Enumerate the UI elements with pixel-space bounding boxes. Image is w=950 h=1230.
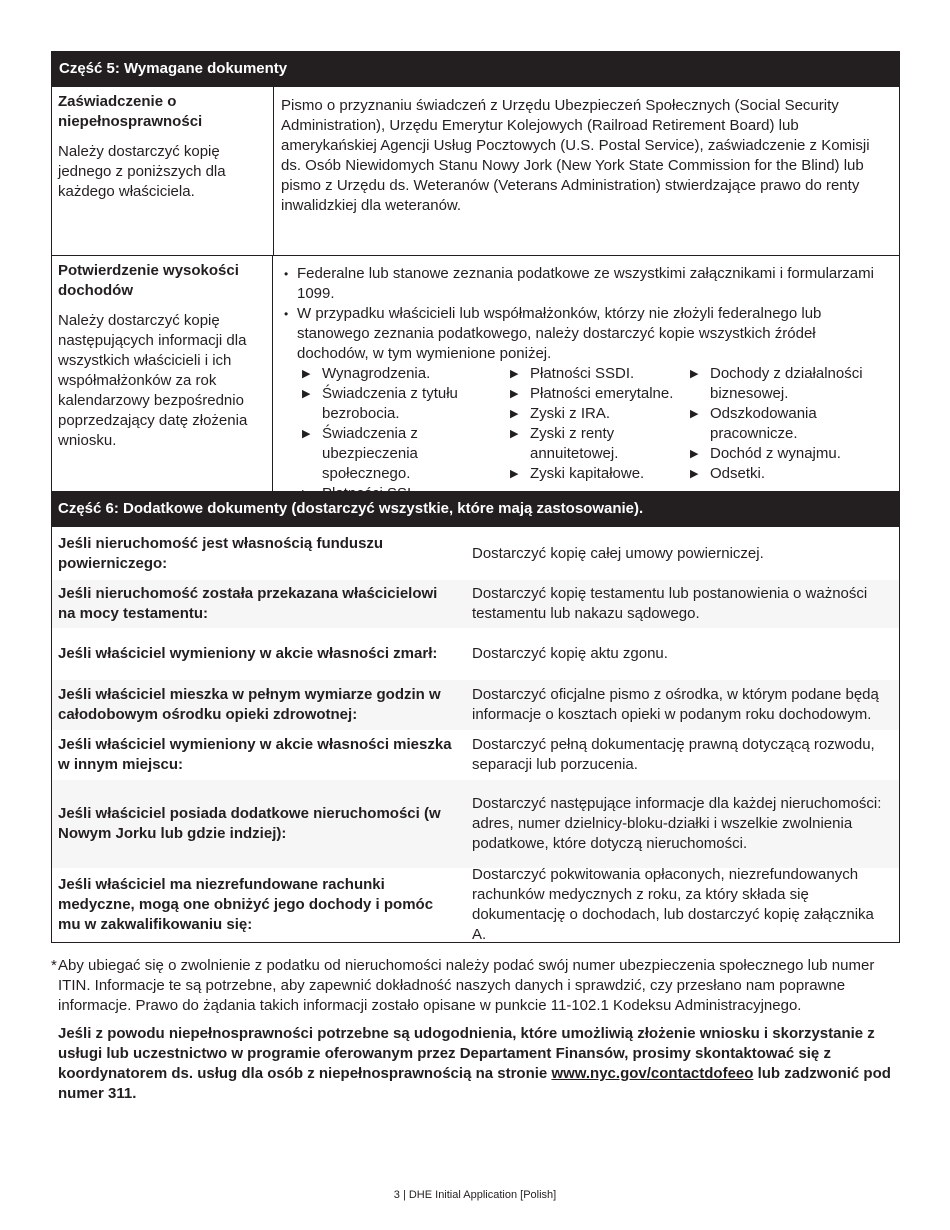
part6-table <box>52 527 899 942</box>
document-cell: Dostarczyć kopię testamentu lub postanowienia o ważności testamentu lub nakazu sądowego. <box>472 585 868 622</box>
income-source-item: ▶ Wynagrodzenia. <box>301 364 509 384</box>
table-row <box>52 730 899 780</box>
footnote-asterisk: * <box>51 957 57 974</box>
ssn-footnote <box>51 956 901 1016</box>
table-row <box>52 780 899 868</box>
income-sources-col-1 <box>301 364 509 504</box>
table-row <box>52 527 899 580</box>
part6-header: Część 6: Dodatkowe dokumenty (dostarczyć wszystkie, które mają zastosowanie). <box>51 491 900 527</box>
income-source-item: ▶ Zyski z IRA. <box>509 404 689 424</box>
income-source-item: ▶ Płatności SSDI. <box>509 364 689 384</box>
disability-text: Pismo o przyznaniu świadczeń z Urzędu Ubezpieczeń Społecznych (Social Security Administration), Urzędu Emerytur Kolejowych (Railroad Retirement Board) lub amerykańskiej Agencji Usług Pocztowych (U.S. Postal Service), zaświadczenie z Komisji ds. Osób Niewidomych Stanu Nowy Jork (New York State Commission for the Blind) lub pismo z Urzędu ds. Weteranów (Veterans Administration) stwierdzające prawo do renty inwalidzkiej dla weteranów. <box>281 97 870 214</box>
disability-row <box>52 87 899 255</box>
income-note: Należy dostarczyć kopię następujących informacji dla wszystkich właścicieli i ich współmałżonków za rok kalendarzowy bezpośrednio poprzedzający datę złożenia wniosku. <box>58 312 248 449</box>
income-content <box>273 256 899 511</box>
income-source-item: ▶ Dochody z działalności biznesowej. <box>689 364 889 404</box>
income-title: Potwierdzenie wysokości dochodów <box>58 262 239 299</box>
contact-text-after: lub zadzwonić pod numer 311. <box>58 1065 891 1102</box>
page-footer: 3 | DHE Initial Application [Polish] <box>393 1189 557 1201</box>
income-source-item: ▶ Zyski z renty annuitetowej. <box>509 424 689 464</box>
income-sources-col-3 <box>689 364 889 504</box>
condition-cell: Jeśli właściciel wymieniony w akcie własności zmarł: <box>58 645 438 662</box>
disability-title: Zaświadczenie o niepełnosprawności <box>58 93 203 130</box>
income-bullet-1: • Federalne lub stanowe zeznania podatkowe ze wszystkimi załącznikami i formularzami 1099. <box>279 264 889 304</box>
document-cell: Dostarczyć kopię aktu zgonu. <box>472 645 668 662</box>
condition-cell: Jeśli właściciel mieszka w pełnym wymiarze godzin w całodobowym ośrodku opieki zdrowotnej: <box>58 686 441 723</box>
contact-link[interactable]: www.nyc.gov/contactdofeeo <box>551 1065 754 1082</box>
table-row <box>52 868 899 942</box>
income-bullet-2: • W przypadku właścicieli lub współmałżonków, którzy nie złożyli federalnego lub stanowego zeznania podatkowego, należy dostarczyć kopie wszystkich źródeł dochodów, w tym wymienione poniżej. <box>279 304 889 364</box>
condition-cell: Jeśli nieruchomość została przekazana właścicielowi na mocy testamentu: <box>58 585 438 622</box>
document-cell: Dostarczyć następujące informacje dla każdej nieruchomości: adres, numer dzielnicy-bloku-działki i wszelkie zwolnienia podatkowe, które dotyczą nieruchomości. <box>472 795 882 852</box>
income-source-item: ▶ Świadczenia z tytułu bezrobocia. <box>301 384 509 424</box>
document-cell: Dostarczyć oficjalne pismo z ośrodka, w którym podane będą informacje o kosztach opieki w podanym roku dochodowym. <box>472 686 879 723</box>
income-source-item: ▶ Zyski kapitałowe. <box>509 464 689 484</box>
document-cell: Dostarczyć pełną dokumentację prawną dotyczącą rozwodu, separacji lub porzucenia. <box>472 736 875 773</box>
disability-label-cell <box>52 87 274 255</box>
income-row <box>52 255 899 511</box>
income-sources-col-2 <box>509 364 689 504</box>
condition-cell: Jeśli nieruchomość jest własnością funduszu powierniczego: <box>58 534 384 572</box>
income-label-cell <box>52 256 273 511</box>
income-source-item: ▶ Odszkodowania pracownicze. <box>689 404 889 444</box>
table-row <box>52 680 899 730</box>
table-row <box>52 580 899 628</box>
accessibility-contact <box>58 1024 898 1104</box>
part6-additional-documents <box>51 491 900 943</box>
part5-required-documents <box>51 51 900 512</box>
income-source-item: ▶ Dochód z wynajmu. <box>689 444 889 464</box>
condition-cell: Jeśli właściciel posiada dodatkowe nieruchomości (w Nowym Jorku lub gdzie indziej): <box>58 805 441 842</box>
footnote-text: Aby ubiegać się o zwolnienie z podatku od nieruchomości należy podać swój numer ubezpieczenia społecznego lub numer ITIN. Informacje te są potrzebne, aby zapewnić dokładność naszych danych i sprawdzić, czy przesłano nam poprawne informacje. Prawo do żądania takich informacji zostało opisane w punkcie 11-102.1 Kodeksu Administracyjnego. <box>58 957 875 1014</box>
income-sources <box>301 364 889 504</box>
income-source-item: ▶ Płatności emerytalne. <box>509 384 689 404</box>
disability-note: Należy dostarczyć kopię jednego z poniższych dla każdego właściciela. <box>58 143 226 200</box>
part5-header: Część 5: Wymagane dokumenty <box>52 51 899 87</box>
condition-cell: Jeśli właściciel wymieniony w akcie własności mieszka w innym miejscu: <box>58 736 452 773</box>
document-cell: Dostarczyć pokwitowania opłaconych, niezrefundowanych rachunków medycznych z roku, za który składa się dokumentację o dochodach, lub dostarczyć kopię załącznika A. <box>472 866 874 943</box>
income-source-item: ▶ Świadczenia z ubezpieczenia społecznego. <box>301 424 509 484</box>
condition-cell: Jeśli właściciel ma niezrefundowane rachunki medyczne, mogą one obniżyć jego dochody i pomóc mu w zakwalifikowaniu się: <box>58 876 434 933</box>
income-source-item: ▶ Odsetki. <box>689 464 889 484</box>
document-cell: Dostarczyć kopię całej umowy powierniczej. <box>472 544 764 562</box>
contact-text-before: Jeśli z powodu niepełnosprawności potrzebne są udogodnienia, które umożliwią złożenie wniosku i skorzystanie z usługi lub uczestnictwo w programie oferowanym przez Departament Finansów, prosimy skontaktować się z koordynatorem ds. usług dla osób z niepełnosprawnością na stronie <box>58 1025 875 1082</box>
table-row <box>52 628 899 680</box>
